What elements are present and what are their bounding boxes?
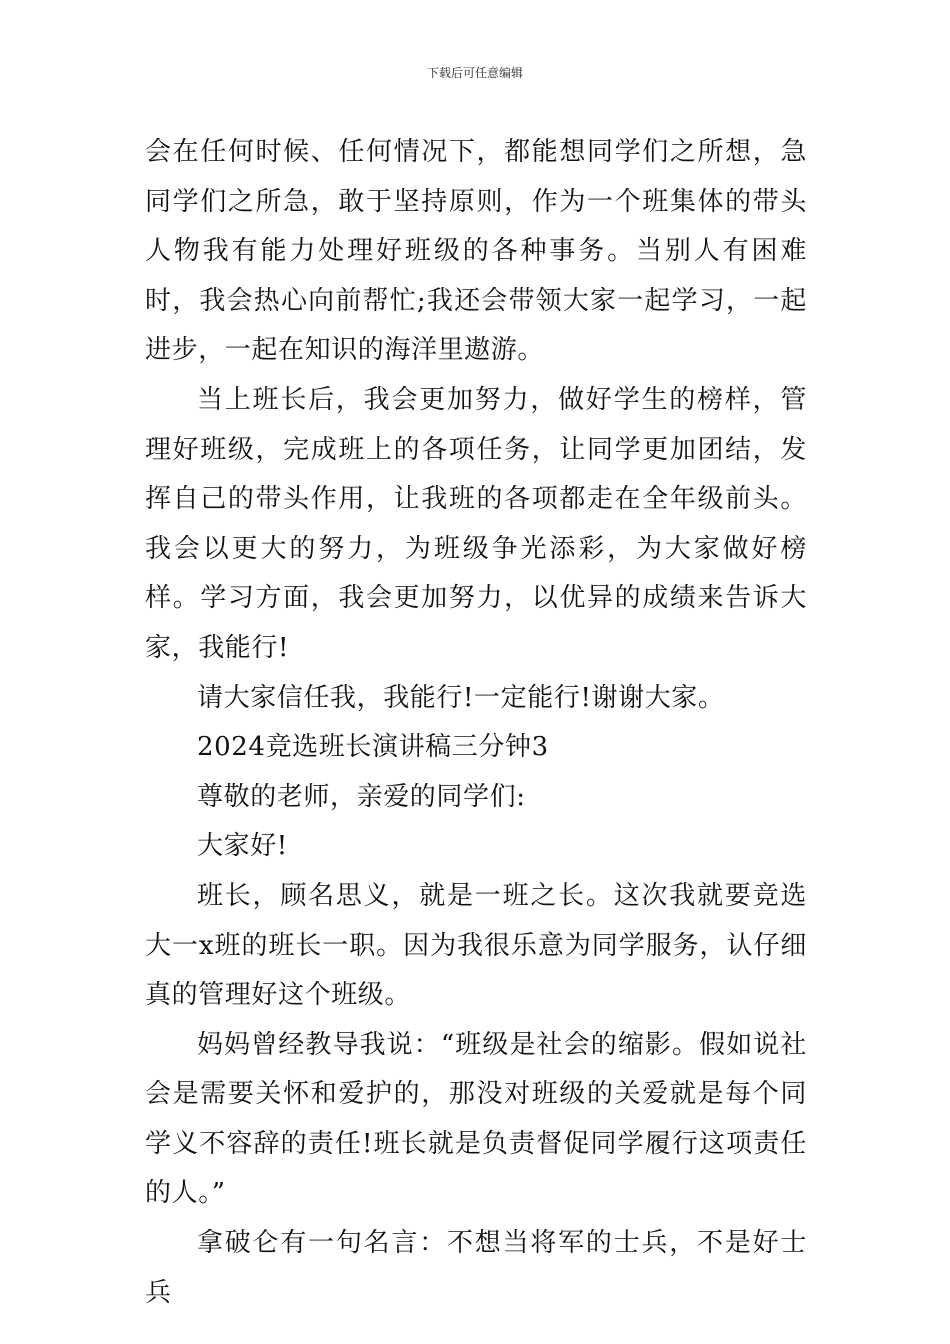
section-title: 2024竞选班长演讲稿三分钟3 — [197, 732, 549, 763]
document-body — [145, 128, 807, 1318]
paragraph: 妈妈曾经教导我说：“班级是社会的缩影。假如说社会是需要关怀和爱护的，那没对班级的关爱就是每个同学义不容辞的责任!班长就是负责督促同学履行这项责任的人。” — [145, 1029, 807, 1209]
greeting: 大家好! — [197, 831, 288, 862]
paragraph: 班长，顾名思义，就是一班之长。这次我就要竞选大一x班的班长一职。因为我很乐意为同学服务，认仔细真的管理好这个班级。 — [145, 880, 807, 1011]
salutation: 尊敬的老师，亲爱的同学们: — [197, 781, 526, 812]
paragraph: 当上班长后，我会更加努力，做好学生的榜样，管理好班级，完成班上的各项任务，让同学更加团结，发挥自己的带头作用，让我班的各项都走在全年级前头。我会以更大的努力，为班级争光添彩，为大家做好榜样。学习方面，我会更加努力，以优异的成绩来告诉大家，我能行! — [145, 384, 807, 663]
paragraph: 请大家信任我，我能行!一定能行!谢谢大家。 — [197, 682, 725, 713]
page-header: 下载后可任意编辑 — [426, 66, 523, 80]
paragraph: 拿破仑有一句名言：不想当将军的士兵，不是好士兵 — [145, 1228, 807, 1308]
paragraph: 会在任何时候、任何情况下，都能想同学们之所想，急同学们之所急，敢于坚持原则，作为一个班集体的带头人物我有能力处理好班级的各种事务。当别人有困难时，我会热心向前帮忙;我还会带领大家一起学习，一起进步，一起在知识的海洋里遨游。 — [145, 137, 807, 366]
